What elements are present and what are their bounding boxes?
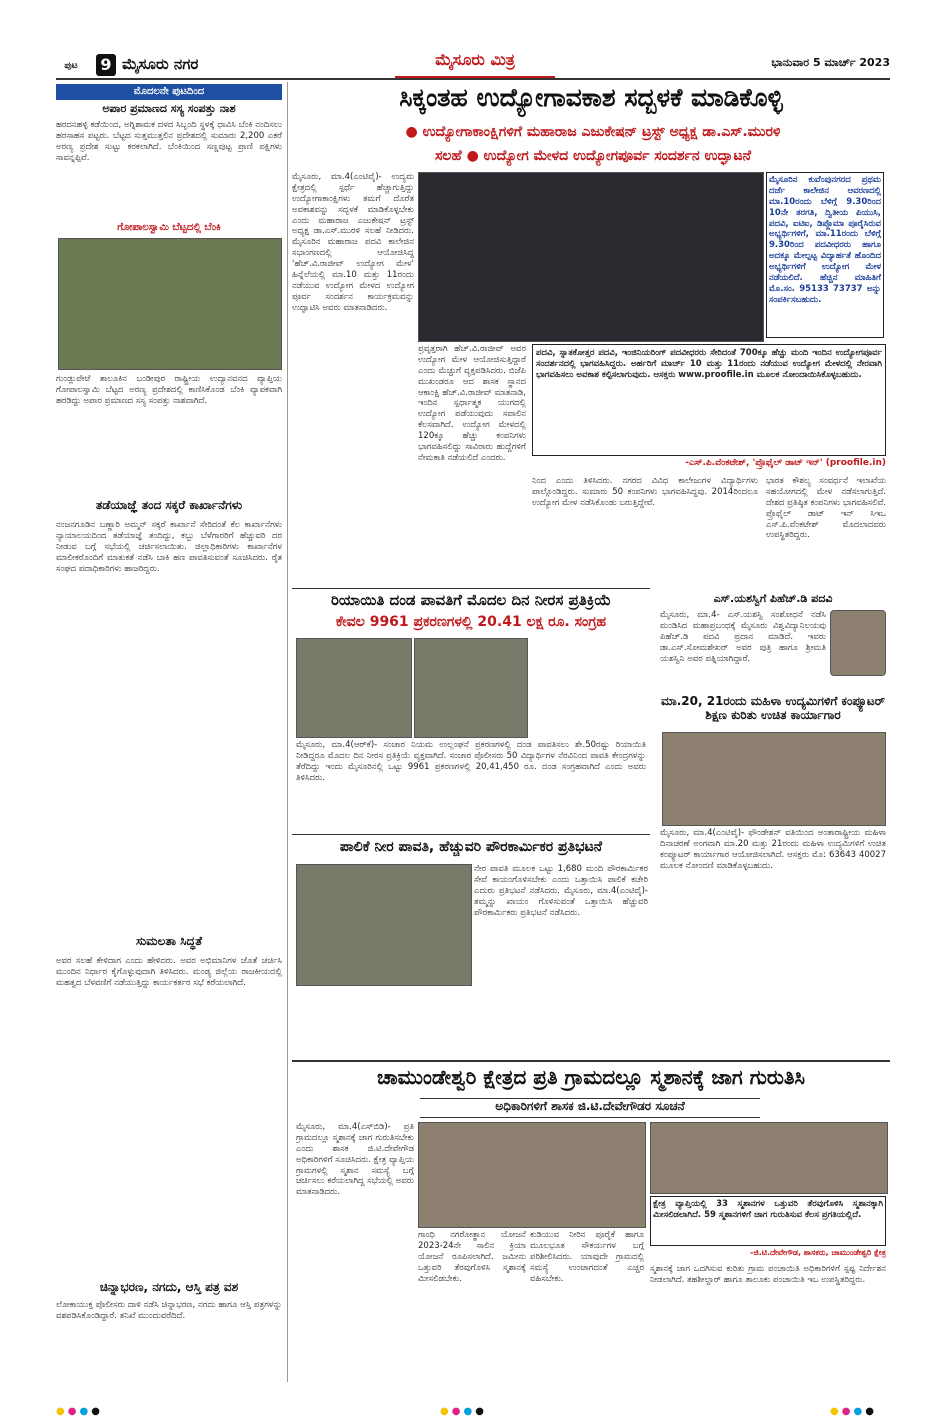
meeting-photo-2 [650,1122,888,1194]
protest-body: ನೇರ ಪಾವತಿ ಮೂಲಕ ಒಟ್ಟು 1,680 ಮಂದಿ ಪೌರಕಾರ್ಮಿಕರ ಸೇವೆ ಕಾಯಂಗೊಳಿಸಬೇಕು ಎಂದು ಒತ್ತಾಯಿಸಿ ಪಾಲಿಕೆ ಕಚೇರಿ ಎದುರು ಪ್ರತಿಭಟನೆ ನಡೆಸಿದರು. ಮೈಸೂರು, ಮಾ.4(ಎಂಟಿವೈ)- ತಮ್ಮನ್ನು ಖಾಯಂ ಗೊಳಿಸುವಂತೆ ಒತ್ತಾಯಿಸಿ ಹೆಚ್ಚುವರಿ ಪೌರಕಾರ್ಮಿಕರು ಪ್ರತಿಭಟನೆ ನಡೆಸಿದರು. [474,864,648,918]
left-col-divider [287,82,288,1382]
bottom-body-3: ಕುಡಿಯುವ ನೀರಿನ ಪೂರೈಕೆ ಹಾಗೂ ಮೂಲಭೂತ ಸೌಕರ್ಯಗಳ ಬಗ್ಗೆ ಪರಿಶೀಲಿಸಿದರು. ಯಾವುದೇ ಗ್ರಾಮದಲ್ಲಿ ಸಮಸ್ಯೆ ಉಂಟಾಗದಂತೆ ಎಚ್ಚರ ವಹಿಸಬೇಕು. [530,1230,644,1284]
pull-quote: ಪದವಿ, ಸ್ನಾತಕೋತ್ತರ ಪದವಿ, ಇಂಜಿನಿಯರಿಂಗ್ ಪದವೀಧರರು ಸೇರಿದಂತೆ 700ಕ್ಕೂ ಹೆಚ್ಚು ಮಂದಿ ಇಂದಿನ ಉದ್ಯೋಗಪೂರ್ವ ಸಂದರ್ಶನದಲ್ಲಿ ಭಾಗವಹಿಸಿದ್ದರು. ಅರ್ಹರಿಗೆ ಮಾರ್ಚ್ 10 ಮತ್ತು 11ರಂದು ನಡೆಯುವ ಉದ್ಯೋಗ ಮೇಳದಲ್ಲಿ ನೇರವಾಗಿ ಭಾಗವಹಿಸಲು ಅವಕಾಶ ಕಲ್ಪಿಸಲಾಗುವುದು. ಆಸಕ್ತರು www.proofile.in ಮೂಲಕ ನೋಂದಾಯಿಸಿಕೊಳ್ಳಬಹುದು. [532,344,886,456]
registration-dots-center: ●●●● [440,1405,487,1417]
story2-title: ತಡೆಯಾಜ್ಞೆ ತಂದ ಸಕ್ಕರೆ ಕಾರ್ಖಾನೆಗಳು [95,498,243,512]
section-name: ಮೈಸೂರು ನಗರ [122,55,199,73]
story3-body: ಅವರ ಸಲಹೆ ಕೇಳಿದಾಗ ಎಂದು ಹೇಳಿದರು. ಅವರ ಅಭಿಮಾನಿಗಳ ಜೊತೆ ಚರ್ಚಿಸಿ ಮುಂದಿನ ನಿರ್ಧಾರ ಕೈಗೊಳ್ಳುವುದಾಗಿ ತಿಳಿಸಿದರು. ಮಂಡ್ಯ ಜಿಲ್ಲೆಯ ರಾಜಕೀಯದಲ್ಲಿ ಮಹತ್ವದ ಬೆಳವಣಿಗೆ ನಡೆಯುತ್ತಿದ್ದು ಕಾರ್ಯಕರ್ತರ ಸಭೆ ಕರೆಯಲಾಗಿದೆ. [56,956,282,988]
continued-tag: ಮೊದಲನೇ ಪುಟದಿಂದ [56,84,282,100]
story2-body: ನಂಜನಗೂಡಿನ ಬಣ್ಣಾರಿ ಅಮ್ಮನ್ ಸಕ್ಕರೆ ಕಾರ್ಖಾನೆ ಸೇರಿದಂತೆ ಕೆಲ ಕಾರ್ಖಾನೆಗಳು ನ್ಯಾಯಾಲಯದಿಂದ ತಡೆಯಾಜ್ಞೆ ತಂದಿದ್ದು, ಕಬ್ಬು ಬೆಳೆಗಾರರಿಗೆ ಹೆಚ್ಚುವರಿ ದರ ನೀಡುವ ಬಗ್ಗೆ ಸಭೆಯಲ್ಲಿ ಚರ್ಚಿಸಲಾಯಿತು. ಜಿಲ್ಲಾಧಿಕಾರಿಗಳು ಕಾರ್ಖಾನೆಗಳ ಮಾಲೀಕರೊಂದಿಗೆ ಮಾತುಕತೆ ನಡೆಸಿ ಬಾಕಿ ಹಣ ಪಾವತಿಸುವಂತೆ ಸೂಚಿಸಿದರು. ರೈತ ಸಂಘದ ಪದಾಧಿಕಾರಿಗಳು ಹಾಜರಿದ್ದರು. [56,520,282,574]
lead-col1: ಮೈಸೂರು, ಮಾ.4(ಎಂಟಿವೈ)- ಉದ್ಯಮ ಕ್ಷೇತ್ರದಲ್ಲಿ ಸ್ಪರ್ಧೆ ಹೆಚ್ಚಾಗುತ್ತಿದ್ದು ಉದ್ಯೋಗಾಕಾಂಕ್ಷಿಗಳು ತಮಗೆ ದೊರೆತ ಅವಕಾಶವನ್ನು ಸದ್ಬಳಕೆ ಮಾಡಿಕೊಳ್ಳಬೇಕು ಎಂದು ಮಹಾರಾಜ ಎಜುಕೇಷನ್ ಟ್ರಸ್ಟ್ ಅಧ್ಯಕ್ಷ ಡಾ.ಎಸ್.ಮುರಳಿ ಸಲಹೆ ನೀಡಿದರು. ಮೈಸೂರಿನ ಮಹಾರಾಜ ಪದವಿ ಕಾಲೇಜಿನ ಸಭಾಂಗಣದಲ್ಲಿ ಆಯೋಜಿಸಿದ್ದ 'ಹೆಚ್.ವಿ.ರಾಜೀವ್ ಉದ್ಯೋಗ ಮೇಳ' ಹಿನ್ನೆಲೆಯಲ್ಲಿ ಮಾ.10 ಮತ್ತು 11ರಂದು ನಡೆಯುವ ಉದ್ಯೋಗ ಮೇಳದ ಉದ್ಯೋಗ ಪೂರ್ವ ಸಂದರ್ಶನ ಕಾರ್ಯಕ್ರಮವನ್ನು ಉದ್ಘಾಟಿಸಿ ಅವರು ಮಾತನಾಡಿದರು. [292,172,414,313]
workshop-body: ಮೈಸೂರು, ಮಾ.4(ಎಂಟಿವೈ)- ಫೌಂಡೇಶನ್ ವತಿಯಿಂದ ಅಂತಾರಾಷ್ಟ್ರೀಯ ಮಹಿಳಾ ದಿನಾಚರಣೆ ಅಂಗವಾಗಿ ಮಾ.20 ಮತ್ತು 21ರಂದು ಮಹಿಳಾ ಉದ್ಯಮಿಗಳಿಗೆ ಉಚಿತ ಕಂಪ್ಯೂಟರ್ ಕಾರ್ಯಾಗಾರ ಆಯೋಜಿಸಲಾಗಿದೆ. ಆಸಕ್ತರು ಮೊ: 63643 40027 ಮೂಲಕ ನೋಂದಣಿ ಮಾಡಿಕೊಳ್ಳಬಹುದು. [660,828,886,871]
lead-deck-2: ಸಲಹೆ ● ಉದ್ಯೋಗ ಮೇಳದ ಉದ್ಯೋಗಪೂರ್ವ ಸಂದರ್ಶನ ಉದ್ಘಾಟನೆ [434,148,752,164]
page-number: 9 [96,54,116,76]
bottom-top-rule [292,1060,890,1062]
page-label: ಪುಟ [56,56,86,76]
job-fair-info-box: ಮೈಸೂರಿನ ಕುವೆಂಪುನಗರದ ಪ್ರಥಮ ದರ್ಜೆ ಕಾಲೇಜಿನ ಆವರಣದಲ್ಲಿ ಮಾ.10ರಂದು ಬೆಳಿಗ್ಗೆ 9.30ರಿಂದ 10ನೇ ತರಗತಿ, ದ್ವಿತೀಯ ಪಿಯುಸಿ, ಪದವಿ, ಐಟಿಐ, ಡಿಪ್ಲೊಮಾ ಪೂರೈಸಿರುವ ಅಭ್ಯರ್ಥಿಗಳಿಗೆ, ಮಾ.11ರಂದು ಬೆಳಿಗ್ಗೆ 9.30ರಿಂದ ಪದವೀಧರರು ಹಾಗೂ ಅದಕ್ಕೂ ಮೇಲ್ಪಟ್ಟ ವಿದ್ಯಾರ್ಹತೆ ಹೊಂದಿದ ಅಭ್ಯರ್ಥಿಗಳಿಗೆ ಉದ್ಯೋಗ ಮೇಳ ನಡೆಯಲಿದೆ. ಹೆಚ್ಚಿನ ಮಾಹಿತಿಗೆ ಮೊ.ಸಂ. 95133 73737 ಅನ್ನು ಸಂಪರ್ಕಿಸಬಹುದು. [766,172,884,338]
lead-col3: ನಿಂದ ಎಂದು ತಿಳಿಸಿದರು. ನಗರದ ವಿವಿಧ ಕಾಲೇಜುಗಳ ವಿದ್ಯಾರ್ಥಿಗಳು ಪಾಲ್ಗೊಂಡಿದ್ದರು. ಸುಮಾರು 50 ಕಂಪನಿಗಳು ಭಾಗವಹಿಸಿದ್ದವು. 2014ರಿಂದಲೂ ಉದ್ಯೋಗ ಮೇಳ ನಡೆಸಿಕೊಂಡು ಬರುತ್ತಿದ್ದೇವೆ. [532,476,758,508]
bottom-headline: ಚಾಮುಂಡೇಶ್ವರಿ ಕ್ಷೇತ್ರದ ಪ್ರತಿ ಗ್ರಾಮದಲ್ಲೂ ಸ್ಮಶಾನಕ್ಕೆ ಜಾಗ ಗುರುತಿಸಿ [376,1066,806,1089]
lead-deck-1: ● ಉದ್ಯೋಗಾಕಾಂಕ್ಷಿಗಳಿಗೆ ಮಹಾರಾಜ ಎಜುಕೇಷನ್ ಟ್ರಸ್ಟ್ ಅಧ್ಯಕ್ಷ ಡಾ.ಎಸ್.ಮುರಳಿ [405,124,781,140]
registration-dots-left: ●●●● [56,1405,103,1417]
photo-caption: ಗೋಪಾಲಸ್ವಾಮಿ ಬೆಟ್ಟದಲ್ಲಿ ಬೆಂಕಿ [117,222,221,233]
story4-title: ಚಿನ್ನಾಭರಣ, ನಗದು, ಆಸ್ತಿ ಪತ್ರ ವಶ [99,1280,239,1294]
tax-subhead: ಕೇವಲ 9961 ಪ್ರಕರಣಗಳಲ್ಲಿ 20.41 ಲಕ್ಷ ರೂ. ಸಂಗ್ರಹ [335,614,607,630]
issue-date: ಭಾನುವಾರ 5 ಮಾರ್ಚ್ 2023 [771,56,890,69]
tax-headline: ರಿಯಾಯಿತಿ ದಂಡ ಪಾವತಿಗೆ ಮೊದಲ ದಿನ ನೀರಸ ಪ್ರತಿಕ್ರಿಯೆ [330,592,612,609]
appointment-title: ಎಸ್.ಯಶಸ್ವಿಗೆ ಪಿಹೆಚ್.ಡಿ ಪದವಿ [713,592,833,605]
tax-body: ಮೈಸೂರು, ಮಾ.4(ಆರ್‌ಕೆ)- ಸಂಚಾರ ನಿಯಮ ಉಲ್ಲಂಘನೆ ಪ್ರಕರಣಗಳಲ್ಲಿ ದಂಡ ಪಾವತಿಸಲು ಶೇ.50ರಷ್ಟು ರಿಯಾಯಿತಿ ನೀಡಿದ್ದರೂ ಮೊದಲ ದಿನ ನೀರಸ ಪ್ರತಿಕ್ರಿಯೆ ವ್ಯಕ್ತವಾಗಿದೆ. ಸಂಚಾರ ಪೊಲೀಸರು 50 ವಿದ್ಯಾರ್ಥಿಗಳ ನೆರವಿನಿಂದ ಪಾವತಿ ಕೇಂದ್ರಗಳನ್ನು ತೆರೆದಿದ್ದು ಇಂದು ಮೈಸೂರಿನಲ್ಲಿ ಒಟ್ಟು 9961 ಪ್ರಕರಣಗಳಲ್ಲಿ 20,41,450 ರೂ. ದಂಡ ಸಂಗ್ರಹವಾಗಿದೆ ಎಂದು ಅವರು ತಿಳಿಸಿದರು. [296,740,646,783]
story4-body: ಲೋಕಾಯುಕ್ತ ಪೊಲೀಸರು ದಾಳಿ ನಡೆಸಿ ಚಿನ್ನಾಭರಣ, ನಗದು ಹಾಗೂ ಆಸ್ತಿ ಪತ್ರಗಳನ್ನು ವಶಪಡಿಸಿಕೊಂಡಿದ್ದಾರೆ. ತನಿಖೆ ಮುಂದುವರೆದಿದೆ. [56,1300,282,1321]
lead-col4: ಭಾರತ ಕೌಶಲ್ಯ ಸಂವರ್ಧನೆ ಇಲಾಖೆಯ ಸಹಯೋಗದಲ್ಲಿ ಮೇಳ ನಡೆಸಲಾಗುತ್ತಿದೆ. ದೇಶದ ಪ್ರತಿಷ್ಠಿತ ಕಂಪನಿಗಳು ಭಾಗವಹಿಸಲಿವೆ. ಪ್ರೊಫೈಲ್ ಡಾಟ್ ಇನ್ ಸಿಇಒ ಎಸ್.ಪಿ.ವೆಂಕಟೇಶ್ ಮೊದಲಾದವರು ಉಪಸ್ಥಿತರಿದ್ದರು. [766,476,886,541]
appointment-body: ಮೈಸೂರು, ಮಾ.4- ಎಸ್.ಯಶಸ್ವಿ ಸಂಶೋಧನೆ ನಡೆಸಿ ಮಂಡಿಸಿದ ಮಹಾಪ್ರಬಂಧಕ್ಕೆ ಮೈಸೂರು ವಿಶ್ವವಿದ್ಯಾನಿಲಯವು ಪಿಹೆಚ್.ಡಿ ಪದವಿ ಪ್ರದಾನ ಮಾಡಿದೆ. ಇವರು ಡಾ.ಎಸ್.ಸೋಮಶೇಖರ್ ಅವರ ಪುತ್ರಿ ಹಾಗೂ ಶ್ರೀಮತಿ ಯಶಸ್ವಿನಿ ಅವರ ಪತ್ನಿಯಾಗಿದ್ದಾರೆ. [660,610,826,664]
bottom-body-1: ಮೈಸೂರು, ಮಾ.4(ಎಸ್‌ಬಿಡಿ)- ಪ್ರತಿ ಗ್ರಾಮದಲ್ಲೂ ಸ್ಮಶಾನಕ್ಕೆ ಜಾಗ ಗುರುತಿಸಬೇಕು ಎಂದು ಶಾಸಕ ಜಿ.ಟಿ.ದೇವೇಗೌಡ ಅಧಿಕಾರಿಗಳಿಗೆ ಸೂಚಿಸಿದರು. ಕ್ಷೇತ್ರ ವ್ಯಾಪ್ತಿಯ ಗ್ರಾಮಗಳಲ್ಲಿ ಸ್ಮಶಾನ ಸಮಸ್ಯೆ ಬಗ್ಗೆ ಚರ್ಚಿಸಲು ಕರೆಯಲಾಗಿದ್ದ ಸಭೆಯಲ್ಲಿ ಅವರು ಮಾತನಾಡಿದರು. [296,1122,414,1198]
workshop-photo [662,732,886,826]
protest-photo [296,864,472,986]
story1-body: ಹರದನಹಳ್ಳಿ ಕಡೆಯಿಂದ, ಅಗ್ನಿಶಾಮಕ ದಳದ ಸಿಬ್ಬಂದಿ ಸ್ಥಳಕ್ಕೆ ಧಾವಿಸಿ ಬೆಂಕಿ ನಂದಿಸಲು ಹರಸಾಹಸ ಪಟ್ಟರು. ಬೆಟ್ಟದ ಸುತ್ತಮುತ್ತಲಿನ ಪ್ರದೇಶದಲ್ಲಿ ಸುಮಾರು 2,200 ಎಕರೆ ಅರಣ್ಯ ಪ್ರದೇಶ ಸುಟ್ಟು ಕರಕಲಾಗಿದೆ. ಬೆಂಕಿಯಿಂದ ಸಣ್ಣಪುಟ್ಟ ಪ್ರಾಣಿ ಪಕ್ಷಿಗಳು ಸಾವನ್ನಪ್ಪಿವೆ. [56,120,282,163]
tax-photo-1 [296,638,412,738]
protest-top-rule [292,834,650,835]
mla-callout-source: -ಜಿ.ಟಿ.ದೇವೇಗೌಡ, ಶಾಸಕರು, ಚಾಮುಂಡೇಶ್ವರಿ ಕ್ಷೇತ್ರ [750,1248,886,1257]
tax-top-rule [292,588,650,589]
forest-fire-photo [58,238,282,370]
pull-quote-source: -ಎಸ್.ಪಿ.ವೆಂಕಟೇಶ್, 'ಪ್ರೊಫೈಲ್ ಡಾಟ್ ಇನ್' (proofile.in) [685,458,886,468]
story1-title: ಅಪಾರ ಪ್ರಮಾಣದ ಸಸ್ಯ ಸಂಪತ್ತು ನಾಶ [102,102,236,115]
protest-headline: ಪಾಲಿಕೆ ನೀರ ಪಾವತಿ, ಹೆಚ್ಚುವರಿ ಪೌರಕಾರ್ಮಿಕರ ಪ್ರತಿಭಟನೆ [339,840,603,855]
lead-event-photo [418,172,764,342]
bottom-subhead: ಅಧಿಕಾರಿಗಳಿಗೆ ಶಾಸಕ ಜಿ.ಟಿ.ದೇವೇಗೌಡರ ಸೂಚನೆ [420,1098,760,1118]
bottom-body-2: ಗಾಂಧಿ ನಗರೋತ್ಥಾನ ಯೋಜನೆ 2023-24ನೇ ಸಾಲಿನ ಕ್ರಿಯಾ ಯೋಜನೆ ರೂಪಿಸಲಾಗಿದೆ. ಜಮೀನು ಒತ್ತುವರಿ ತೆರವುಗೊಳಿಸಿ ಸ್ಮಶಾನಕ್ಕೆ ಮೀಸಲಿಡಬೇಕು. [418,1230,526,1284]
lead-headline: ಸಿಕ್ಕಂತಹ ಉದ್ಯೋಗಾವಕಾಶ ಸದ್ಬಳಕೆ ಮಾಡಿಕೊಳ್ಳಿ [399,84,783,112]
registration-dots-right: ●●●● [830,1405,877,1417]
bottom-body-4: ಸ್ಮಶಾನಕ್ಕೆ ಜಾಗ ಒದಗಿಸುವ ಕುರಿತು ಗ್ರಾಮ ಪಂಚಾಯಿತಿ ಅಧಿಕಾರಿಗಳಿಗೆ ಸ್ಪಷ್ಟ ನಿರ್ದೇಶನ ನೀಡಲಾಗಿದೆ. ತಹಶೀಲ್ದಾರ್ ಹಾಗೂ ತಾಲೂಕು ಪಂಚಾಯಿತಿ ಇಒ ಉಪಸ್ಥಿತರಿದ್ದರು. [650,1264,886,1285]
story3-title: ಸುಮಲತಾ ಸಿದ್ಧತೆ [135,934,203,948]
meeting-photo-1 [418,1122,646,1228]
masthead-rule [56,78,890,80]
lead-col2: ಪ್ರವೃತ್ತರಾಗಿ ಹೆಚ್.ವಿ.ರಾಜೀವ್ ಅವರ ಉದ್ಯೋಗ ಮೇಳ ಆಯೋಜಿಸುತ್ತಿದ್ದಾರೆ ಎಂದು ಮೆಚ್ಚುಗೆ ವ್ಯಕ್ತಪಡಿಸಿದರು. ಬಿಜೆಪಿ ಮುಖಂಡರೂ ಆದ ಶಾಸಕ ಸ್ಥಾನದ ಆಕಾಂಕ್ಷಿ ಹೆಚ್.ವಿ.ರಾಜೀವ್ ಮಾತನಾಡಿ, ಇಂದಿನ ಸ್ಪರ್ಧಾತ್ಮಕ ಯುಗದಲ್ಲಿ ಉದ್ಯೋಗ ಪಡೆಯುವುದು ಸವಾಲಿನ ಕೆಲಸವಾಗಿದೆ. ಉದ್ಯೋಗ ಮೇಳದಲ್ಲಿ 120ಕ್ಕೂ ಹೆಚ್ಚು ಕಂಪನಿಗಳು ಭಾಗವಹಿಸಲಿದ್ದು ಸಾವಿರಾರು ಹುದ್ದೆಗಳಿಗೆ ನೇಮಕಾತಿ ನಡೆಯಲಿದೆ ಎಂದರು. [418,344,526,463]
tax-photo-2 [414,638,528,738]
story1-more: ಗುಂಡ್ಲುಪೇಟೆ ತಾಲೂಕಿನ ಬಂಡೀಪುರ ರಾಷ್ಟ್ರೀಯ ಉದ್ಯಾನವನದ ವ್ಯಾಪ್ತಿಯ ಗೋಪಾಲಸ್ವಾಮಿ ಬೆಟ್ಟದ ಅರಣ್ಯ ಪ್ರದೇಶದಲ್ಲಿ ಕಾಣಿಸಿಕೊಂಡ ಬೆಂಕಿ ವ್ಯಾಪಕವಾಗಿ ಹರಡಿದ್ದು ಅಪಾರ ಪ್ರಮಾಣದ ಸಸ್ಯ ಸಂಪತ್ತು ನಾಶವಾಗಿದೆ. [56,374,282,406]
mla-callout: ಕ್ಷೇತ್ರ ವ್ಯಾಪ್ತಿಯಲ್ಲಿ 33 ಸ್ಮಶಾನಗಳ ಒತ್ತುವರಿ ತೆರವುಗೊಳಿಸಿ ಸ್ಮಶಾನಕ್ಕಾಗಿ ಮೀಸಲಿಡಲಾಗಿದೆ. 59 ಸ್ಮಶಾನಗಳಿಗೆ ಜಾಗ ಗುರುತಿಸುವ ಕೆಲಸ ಪ್ರಗತಿಯಲ್ಲಿದೆ. [650,1196,886,1246]
paper-name: ಮೈಸೂರು ಮಿತ್ರ [395,50,555,78]
workshop-title: ಮಾ.20, 21ರಂದು ಮಹಿಳಾ ಉದ್ಯಮಿಗಳಿಗೆ ಕಂಪ್ಯೂಟರ್ ಶಿಕ್ಷಣ ಕುರಿತು ಉಚಿತ ಕಾರ್ಯಾಗಾರ [661,694,885,723]
portrait-photo [830,610,886,676]
